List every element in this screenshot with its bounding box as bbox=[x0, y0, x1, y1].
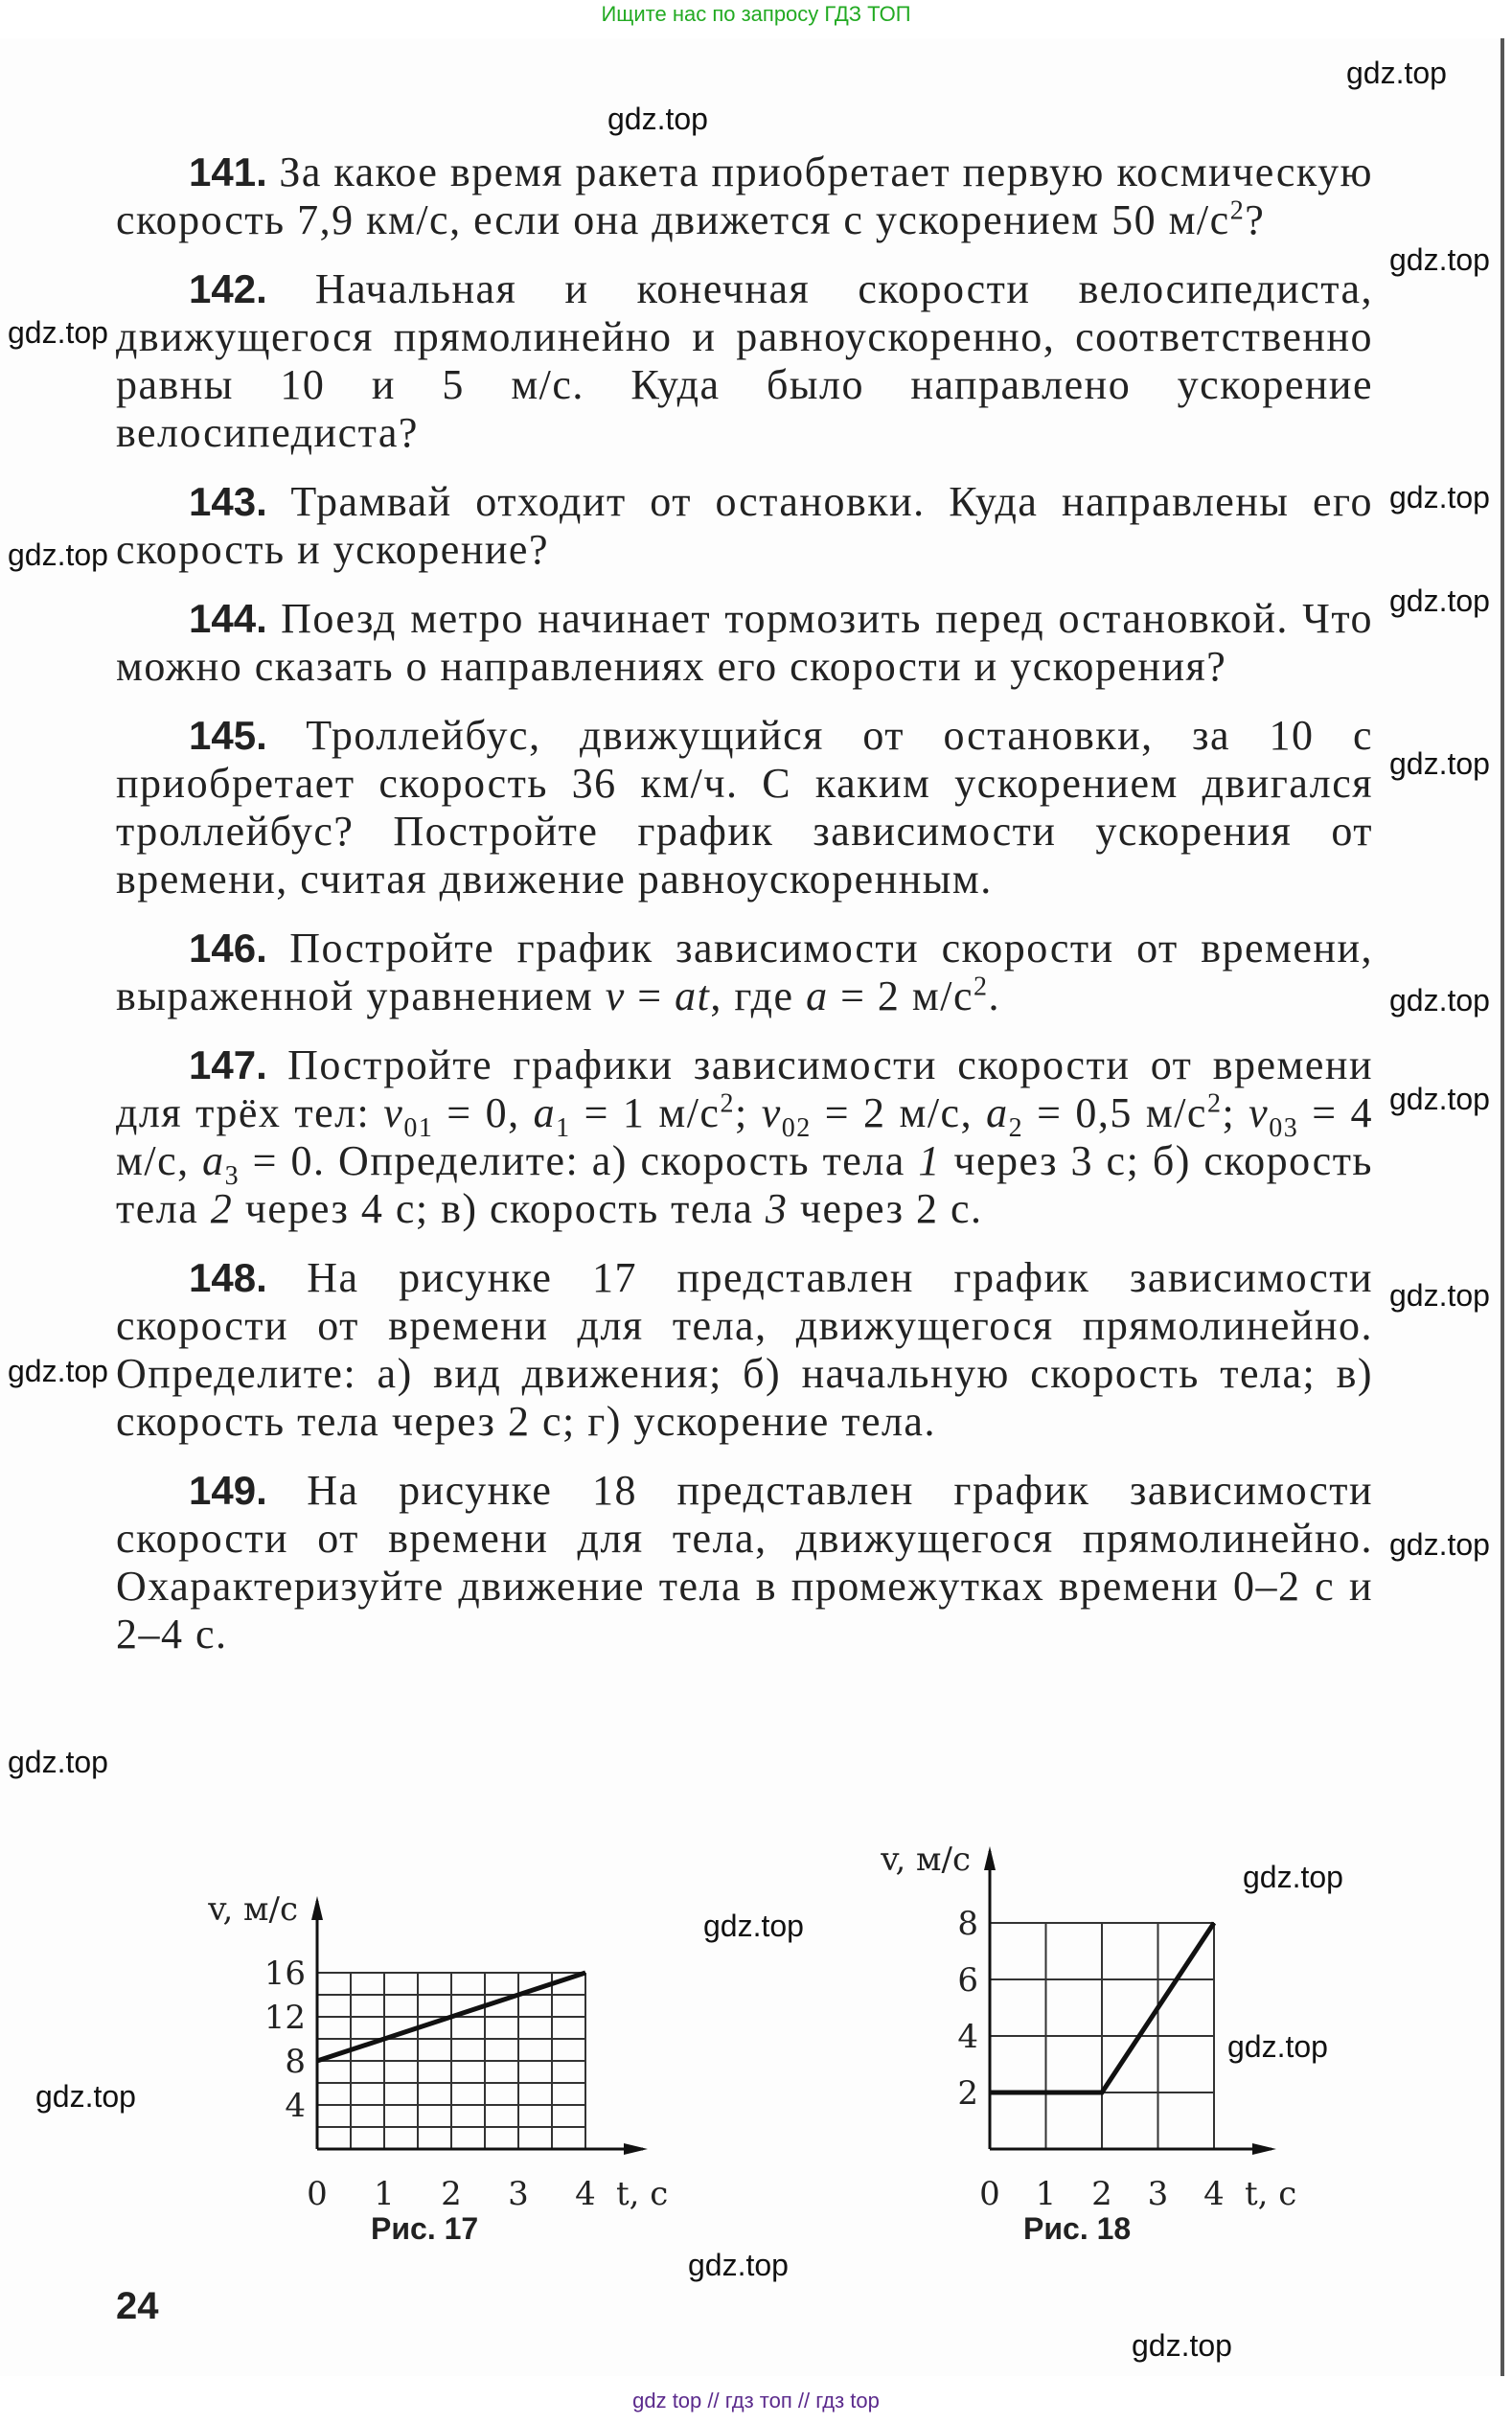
problem-text: через 2 с. bbox=[788, 1185, 983, 1232]
problem-text: = 0. Определите: а) скорость тела bbox=[240, 1137, 919, 1184]
problem-text: 1 bbox=[918, 1137, 941, 1184]
x-tick-label: 1 bbox=[1035, 2175, 1057, 2213]
problem-text: Начальная и конечная скорости велосипедиста, движущегося прямолинейно и равноускоренно, соответственно равны 10 и 5 м/с. Куда было направлено ускорение велосипедиста? bbox=[116, 265, 1373, 456]
x-axis-label: t, с bbox=[616, 2175, 669, 2213]
problem-text: Поезд метро начинает тормозить перед остановкой. Что можно сказать о направлениях его скорости и ускорения? bbox=[116, 595, 1373, 690]
y-tick-label: 8 bbox=[285, 2043, 306, 2081]
watermark: gdz.top bbox=[1132, 2328, 1232, 2363]
problem-text: = 4 м/с, bbox=[116, 1089, 1373, 1184]
x-axis-label: t, с bbox=[1245, 2175, 1297, 2213]
x-tick-label: 1 bbox=[374, 2175, 395, 2213]
watermark: gdz.top bbox=[8, 537, 108, 572]
figure-18-caption: Рис. 18 bbox=[1023, 2211, 1132, 2246]
problem-text: v bbox=[605, 972, 626, 1019]
problem-text: 03 bbox=[1269, 1112, 1299, 1143]
problem-text: 01 bbox=[403, 1112, 434, 1143]
y-axis-label: v, м/с bbox=[208, 1890, 298, 1929]
problem-text: a bbox=[986, 1089, 1009, 1136]
x-tick-label: 0 bbox=[307, 2175, 328, 2213]
problem-number: 141. bbox=[189, 149, 267, 194]
watermark: gdz.top bbox=[1389, 1527, 1490, 1562]
y-axis-label: v, м/с bbox=[881, 1841, 971, 1879]
watermark: gdz.top bbox=[1346, 56, 1447, 90]
problem-text: v bbox=[1249, 1089, 1270, 1136]
x-tick-label: 4 bbox=[575, 2175, 596, 2213]
y-axis-arrow-icon bbox=[311, 1896, 323, 1920]
y-tick-label: 8 bbox=[957, 1905, 978, 1943]
problem-text: 3 bbox=[224, 1160, 241, 1191]
problem-text: v bbox=[383, 1089, 404, 1136]
footer-links[interactable]: gdz top // гдз топ // гдз top bbox=[632, 2389, 880, 2413]
problem-text: 1 bbox=[556, 1112, 571, 1143]
watermark: gdz.top bbox=[1243, 1860, 1343, 1894]
watermark: gdz.top bbox=[1389, 583, 1490, 618]
problem-number: 146. bbox=[189, 926, 267, 971]
problem-number: 143. bbox=[189, 479, 267, 524]
problem-text: Постройте график зависимости скорости от времени, выраженной уравнением bbox=[116, 925, 1373, 1019]
problem-text: 3 bbox=[765, 1185, 789, 1232]
watermark: gdz.top bbox=[1389, 1278, 1490, 1313]
watermark: gdz.top bbox=[607, 102, 708, 136]
problem-text: ? bbox=[1245, 196, 1266, 243]
problem-text: 2 bbox=[1206, 1088, 1223, 1119]
problem-text: = 2 м/с, bbox=[811, 1089, 987, 1136]
problem-number: 149. bbox=[189, 1468, 267, 1513]
problem-text: За какое время ракета приобретает первую космическую скорость 7,9 км/с, если она движется с ускорением 50 м/с bbox=[116, 149, 1374, 243]
problem-text: a bbox=[202, 1137, 225, 1184]
problem-text: = 1 м/с bbox=[570, 1089, 721, 1136]
y-axis-arrow-icon bbox=[984, 1846, 996, 1870]
figure-17-caption: Рис. 17 bbox=[371, 2211, 479, 2246]
x-axis-arrow-icon bbox=[624, 2143, 648, 2155]
watermark: gdz.top bbox=[703, 1909, 804, 1943]
problem-text: = bbox=[625, 972, 676, 1019]
watermark: gdz.top bbox=[8, 1354, 108, 1388]
watermark: gdz.top bbox=[1389, 746, 1490, 781]
watermark: gdz.top bbox=[1389, 983, 1490, 1018]
problem-text: at bbox=[675, 972, 711, 1019]
watermark: gdz.top bbox=[688, 2248, 789, 2282]
search-hint-banner: Ищите нас по запросу ГДЗ ТОП bbox=[601, 2, 911, 26]
problem-number: 142. bbox=[189, 266, 267, 311]
problem-text: a bbox=[533, 1089, 557, 1136]
problem-text: 2 bbox=[210, 1185, 234, 1232]
problem-text: 02 bbox=[781, 1112, 812, 1143]
y-tick-label: 6 bbox=[957, 1961, 978, 2000]
problem-text: v bbox=[761, 1089, 782, 1136]
problem-number: 148. bbox=[189, 1255, 267, 1300]
y-tick-label: 2 bbox=[957, 2074, 978, 2113]
problem-text: 2 bbox=[720, 1088, 735, 1119]
problem-text: , где bbox=[710, 972, 807, 1019]
problem-text: a bbox=[806, 972, 829, 1019]
watermark: gdz.top bbox=[1389, 242, 1490, 277]
y-tick-label: 4 bbox=[285, 2087, 306, 2125]
problem-text: Троллейбус, движущийся от остановки, за 10 с приобретает скорость 36 км/ч. С каким ускорением двигался троллейбус? Постройте график зависимости ускорения от времени, считая движение равноускоренным. bbox=[116, 712, 1373, 903]
x-tick-label: 2 bbox=[441, 2175, 462, 2213]
problem-text: Постройте графики зависимости скорости от времени для трёх тел: bbox=[116, 1041, 1374, 1136]
problem-text: 2 bbox=[1229, 195, 1246, 226]
problem-text: 2 bbox=[1008, 1112, 1024, 1143]
x-axis-arrow-icon bbox=[1252, 2143, 1276, 2155]
watermark: gdz.top bbox=[1389, 1082, 1490, 1116]
watermark: gdz.top bbox=[35, 2079, 136, 2114]
problem-text: = 0, bbox=[433, 1089, 534, 1136]
page-number: 24 bbox=[116, 2285, 159, 2327]
watermark: gdz.top bbox=[1227, 2029, 1328, 2064]
x-tick-label: 0 bbox=[979, 2175, 1000, 2213]
x-tick-label: 3 bbox=[1147, 2175, 1169, 2213]
x-tick-label: 3 bbox=[508, 2175, 529, 2213]
problem-text: Трамвай отходит от остановки. Куда направлены его скорость и ускорение? bbox=[116, 478, 1374, 573]
problem-text: На рисунке 17 представлен график зависимости скорости от времени для тела, движущегося прямолинейно. Определите: а) вид движения; б) начальную скорость тела; в) скорость тела через 2 с; г) ускорение тела. bbox=[116, 1254, 1373, 1445]
problem-number: 144. bbox=[189, 596, 267, 641]
problem-text: ; bbox=[734, 1089, 762, 1136]
problem-text: На рисунке 18 представлен график зависимости скорости от времени для тела, движущегося прямолинейно. Охарактеризуйте движение тела в промежутках времени 0–2 с и 2–4 с. bbox=[116, 1467, 1373, 1658]
watermark: gdz.top bbox=[1389, 480, 1490, 515]
y-tick-label: 4 bbox=[957, 2018, 978, 2056]
problem-number: 147. bbox=[189, 1042, 267, 1087]
y-tick-label: 12 bbox=[263, 1999, 306, 2037]
y-tick-label: 16 bbox=[263, 1955, 306, 1993]
problem-text: . bbox=[988, 972, 1001, 1019]
problem-text: через 4 с; в) скорость тела bbox=[233, 1185, 766, 1232]
problem-text: = 2 м/с bbox=[828, 972, 974, 1019]
watermark: gdz.top bbox=[8, 1745, 108, 1779]
problem-text: = 0,5 м/с bbox=[1023, 1089, 1207, 1136]
problem-text: 2 bbox=[974, 972, 989, 1002]
problem-number: 145. bbox=[189, 713, 267, 758]
problem-text: через 3 с; б) скорость тела bbox=[116, 1137, 1373, 1232]
x-tick-label: 2 bbox=[1091, 2175, 1112, 2213]
x-tick-label: 4 bbox=[1203, 2175, 1225, 2213]
watermark: gdz.top bbox=[8, 315, 108, 350]
problem-text: ; bbox=[1222, 1089, 1249, 1136]
